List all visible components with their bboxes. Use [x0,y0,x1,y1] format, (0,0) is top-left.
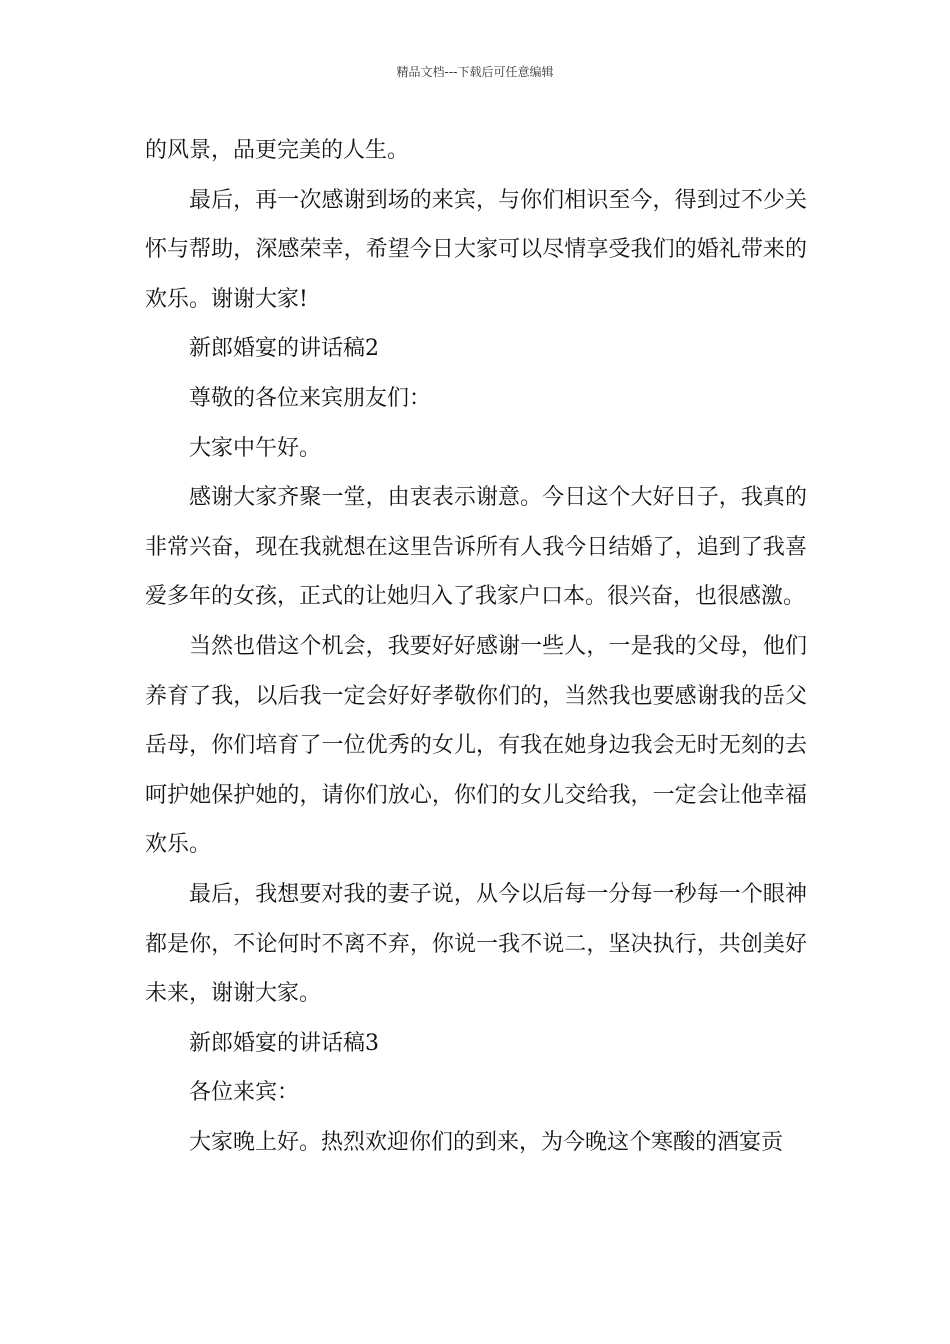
salutation: 尊敬的各位来宾朋友们： [189,385,432,411]
greeting: 大家中午好。 [189,435,322,461]
paragraph-wife: 最后，我想要对我的妻子说，从今以后每一分每一秒每一个眼神都是你，不论何时不离不弃，你说一我不说二，坚决执行，共创美好未来，谢谢大家。 [145,881,807,1007]
salutation-3: 各位来宾： [189,1080,300,1106]
page-header: 精品文档---下载后可任意编辑 [396,65,554,79]
section-heading-2: 新郎婚宴的讲话稿2 [189,336,379,362]
paragraph-gratitude: 感谢大家齐聚一堂，由衷表示谢意。今日这个大好日子，我真的非常兴奋，现在我就想在这里告诉所有人我今日结婚了，追到了我喜爱多年的女孩，正式的让她归入了我家户口本。很兴奋，也很感激。 [145,485,807,610]
section-heading-3: 新郎婚宴的讲话稿3 [189,1030,379,1056]
paragraph-welcome: 大家晚上好。热烈欢迎你们的到来，为今晚这个寒酸的酒宴贡 [189,1129,784,1155]
paragraph-parents: 当然也借这个机会，我要好好感谢一些人，一是我的父母，他们养育了我，以后我一定会好好孝敬你们的，当然我也要感谢我的岳父岳母，你们培育了一位优秀的女儿，有我在她身边我会无时无刻的去呵护她保护她的，请你们放心，你们的女儿交给我，一定会让他幸福欢乐。 [145,633,807,858]
document-body [145,126,807,1167]
paragraph-closing-thanks: 最后，再一次感谢到场的来宾，与你们相识至今，得到过不少关怀与帮助，深感荣幸，希望今日大家可以尽情享受我们的婚礼带来的欢乐。谢谢大家! [145,187,807,312]
paragraph-continuation: 的风景，品更完美的人生。 [145,138,410,163]
